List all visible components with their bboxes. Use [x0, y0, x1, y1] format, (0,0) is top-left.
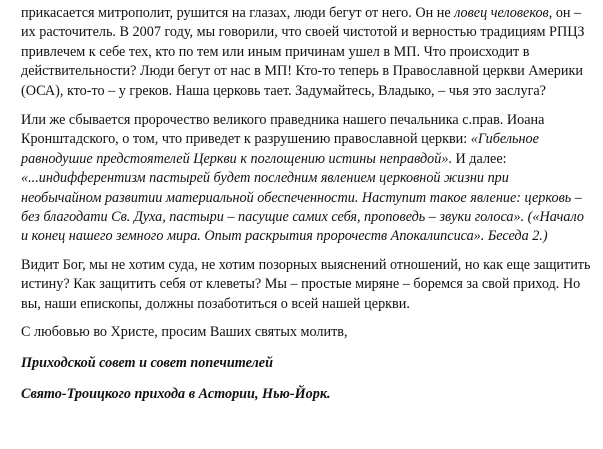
paragraph-2-text-a: Или же сбывается пророчество великого праведника нашего печальника с.прав. Иоана Кронштадского, о том, что приведет к разрушению православной церкви:: [21, 112, 545, 148]
paragraph-3: Видит Бог, мы не хотим суда, не хотим позорных выяснений отношений, но как еще защитить истину? Как защитить себя от клеветы? Мы – простые миряне – боремся за свой приход. Но вы, наши епископы, должны позаботиться о всей нашей церкви.: [21, 256, 591, 312]
paragraph-1-italic-phrase: ловец человеков: [454, 5, 549, 21]
paragraph-2-text-b: . И далее:: [448, 150, 507, 167]
paragraph-1: [21, 0, 591, 101]
signature-line-1: Приходской совет и совет попечителей: [21, 354, 273, 371]
paragraph-2: [21, 111, 591, 247]
paragraph-1-text-b: , он – их расточитель. В 2007 году, мы говорили, что своей чистотой и верностью традициям РПЦЗ привлечем к себе тех, кто по тем или иным причинам ушел в МП. Что происходит в действительности? Люди бегут от нас в МП! Кто-то теперь в Православной церкви Америки (ОСА), кто-то – у греков. Наша церковь тает. Задумайтесь, Владыко, – чья это заслуга?: [21, 5, 585, 99]
paragraph-1-text-a: прикасается митрополит, рушится на глазах, люди бегут от него. Он не: [21, 5, 455, 21]
signature-line-2: Свято-Троицкого прихода в Астории, Нью-Йорк.: [21, 385, 331, 402]
paragraph-2-text-c: ): [542, 228, 548, 245]
paragraph-2-quote-2: «...индифферентизм пастырей будет последним явлением церковной жизни при необычайном развитии материальной обеспеченности. Наступит такое явление: церковь – без благодати Св. Духа, пастыри – пасущие самих себя, проповедь – звуки голоса». (: [21, 170, 582, 226]
paragraph-2-quote-1: «Гибельное равнодушие предстоятелей Церкви к поглощению истины неправдой»: [21, 131, 539, 167]
closing-line: С любовью во Христе, просим Ваших святых молитв,: [21, 324, 348, 341]
paragraph-2-citation: «Начало и конец нашего земного мира. Опыт раскрытия пророчеств Апокалипсиса». Беседа 2.: [21, 209, 584, 245]
